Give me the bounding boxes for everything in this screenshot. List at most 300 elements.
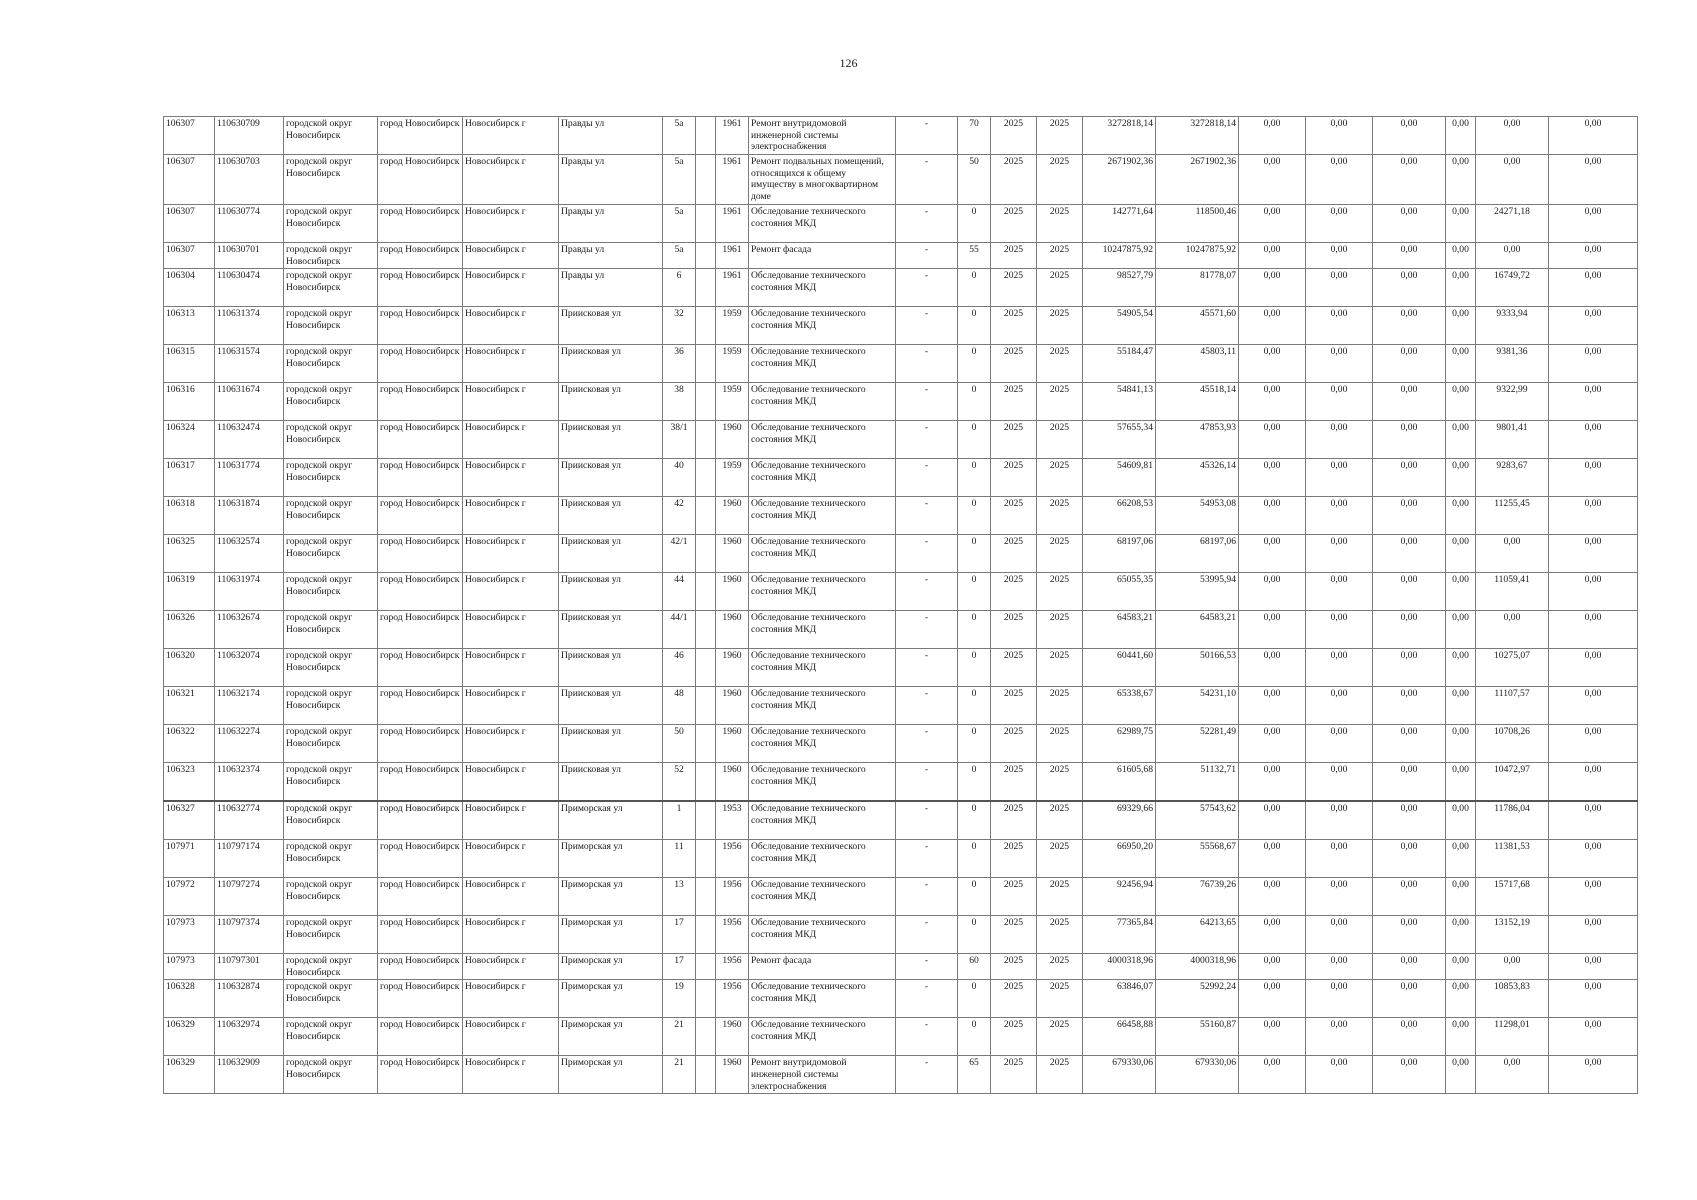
house-id-cell: 106328 [164, 980, 215, 1018]
unit-cell: - [896, 155, 958, 205]
table-row [164, 916, 1638, 954]
fund-cost-cell: 76739,26 [1156, 878, 1239, 916]
plan-year-end-cell: 2025 [1037, 1056, 1083, 1094]
building-cell [696, 117, 716, 155]
street-cell: Приисковая ул [559, 725, 663, 763]
city-cell: Новосибирск г [463, 916, 559, 954]
cost-col-6-cell: 0,00 [1446, 763, 1476, 802]
cost-col-3-cell: 0,00 [1239, 573, 1306, 611]
plan-year-end-cell: 2025 [1037, 687, 1083, 725]
street-cell: Правды ул [559, 205, 663, 243]
building-cell [696, 980, 716, 1018]
work-type-cell: Обследование технического состояния МКД [749, 205, 896, 243]
street-cell: Приисковая ул [559, 649, 663, 687]
cost-col-6-cell: 0,00 [1446, 801, 1476, 840]
unit-cell: - [896, 954, 958, 980]
cost-col-5-cell: 0,00 [1373, 1056, 1446, 1094]
plan-year-start-cell: 2025 [991, 916, 1037, 954]
municipality-cell: городской округ Новосибирск [284, 954, 378, 980]
work-type-cell: Обследование технического состояния МКД [749, 345, 896, 383]
fund-cost-cell: 45518,14 [1156, 383, 1239, 421]
house-id-cell: 106329 [164, 1056, 215, 1094]
cost-col-8-cell: 0,00 [1549, 687, 1638, 725]
plan-year-end-cell: 2025 [1037, 611, 1083, 649]
total-cost-cell: 98527,79 [1083, 269, 1156, 307]
volume-cell: 0 [958, 649, 991, 687]
work-type-cell: Обследование технического состояния МКД [749, 878, 896, 916]
total-cost-cell: 65338,67 [1083, 687, 1156, 725]
cost-col-4-cell: 0,00 [1306, 307, 1373, 345]
build-year-cell: 1959 [716, 345, 749, 383]
build-year-cell: 1959 [716, 307, 749, 345]
street-cell: Приисковая ул [559, 535, 663, 573]
plan-year-end-cell: 2025 [1037, 459, 1083, 497]
owners-cost-cell: 24271,18 [1476, 205, 1549, 243]
build-year-cell: 1960 [716, 1018, 749, 1056]
table-row [164, 459, 1638, 497]
cost-col-6-cell: 0,00 [1446, 916, 1476, 954]
cost-col-4-cell: 0,00 [1306, 345, 1373, 383]
work-type-cell: Обследование технического состояния МКД [749, 801, 896, 840]
cost-col-3-cell: 0,00 [1239, 649, 1306, 687]
building-cell [696, 205, 716, 243]
city-cell: Новосибирск г [463, 980, 559, 1018]
settlement-cell: город Новосибирск [378, 269, 463, 307]
house-number-cell: 13 [663, 878, 696, 916]
volume-cell: 0 [958, 687, 991, 725]
street-cell: Приморская ул [559, 954, 663, 980]
cost-col-5-cell: 0,00 [1373, 840, 1446, 878]
house-number-cell: 32 [663, 307, 696, 345]
city-cell: Новосибирск г [463, 573, 559, 611]
municipality-cell: городской округ Новосибирск [284, 916, 378, 954]
owners-cost-cell: 0,00 [1476, 535, 1549, 573]
owners-cost-cell: 10275,07 [1476, 649, 1549, 687]
owners-cost-cell: 10472,97 [1476, 763, 1549, 802]
house-number-cell: 21 [663, 1018, 696, 1056]
plan-year-start-cell: 2025 [991, 155, 1037, 205]
house-number-cell: 46 [663, 649, 696, 687]
work-type-cell: Ремонт фасада [749, 243, 896, 269]
house-number-cell: 6 [663, 269, 696, 307]
cost-col-8-cell: 0,00 [1549, 459, 1638, 497]
volume-cell: 0 [958, 763, 991, 802]
work-type-cell: Обследование технического состояния МКД [749, 269, 896, 307]
work-type-cell: Обследование технического состояния МКД [749, 459, 896, 497]
total-cost-cell: 54905,54 [1083, 307, 1156, 345]
table-row [164, 1018, 1638, 1056]
cost-col-4-cell: 0,00 [1306, 916, 1373, 954]
work-code-cell: 110797374 [215, 916, 284, 954]
owners-cost-cell: 0,00 [1476, 243, 1549, 269]
cost-col-8-cell: 0,00 [1549, 725, 1638, 763]
work-code-cell: 110797174 [215, 840, 284, 878]
total-cost-cell: 92456,94 [1083, 878, 1156, 916]
cost-col-6-cell: 0,00 [1446, 954, 1476, 980]
work-type-cell: Обследование технического состояния МКД [749, 535, 896, 573]
cost-col-3-cell: 0,00 [1239, 117, 1306, 155]
cost-col-4-cell: 0,00 [1306, 1018, 1373, 1056]
plan-year-start-cell: 2025 [991, 649, 1037, 687]
unit-cell: - [896, 725, 958, 763]
table-row [164, 980, 1638, 1018]
cost-col-4-cell: 0,00 [1306, 611, 1373, 649]
total-cost-cell: 61605,68 [1083, 763, 1156, 802]
volume-cell: 0 [958, 573, 991, 611]
settlement-cell: город Новосибирск [378, 649, 463, 687]
build-year-cell: 1961 [716, 117, 749, 155]
cost-col-5-cell: 0,00 [1373, 497, 1446, 535]
house-id-cell: 106307 [164, 155, 215, 205]
street-cell: Приморская ул [559, 916, 663, 954]
plan-year-end-cell: 2025 [1037, 725, 1083, 763]
street-cell: Приморская ул [559, 878, 663, 916]
unit-cell: - [896, 117, 958, 155]
fund-cost-cell: 2671902,36 [1156, 155, 1239, 205]
plan-year-end-cell: 2025 [1037, 421, 1083, 459]
fund-cost-cell: 64213,65 [1156, 916, 1239, 954]
table-row [164, 763, 1638, 802]
unit-cell: - [896, 687, 958, 725]
house-id-cell: 106323 [164, 763, 215, 802]
page-number: 126 [839, 56, 858, 70]
municipality-cell: городской округ Новосибирск [284, 117, 378, 155]
building-cell [696, 1018, 716, 1056]
house-number-cell: 38/1 [663, 421, 696, 459]
settlement-cell: город Новосибирск [378, 307, 463, 345]
house-id-cell: 106322 [164, 725, 215, 763]
cost-col-8-cell: 0,00 [1549, 383, 1638, 421]
owners-cost-cell: 0,00 [1476, 155, 1549, 205]
work-code-cell: 110631874 [215, 497, 284, 535]
plan-year-start-cell: 2025 [991, 243, 1037, 269]
cost-col-3-cell: 0,00 [1239, 840, 1306, 878]
settlement-cell: город Новосибирск [378, 687, 463, 725]
plan-year-end-cell: 2025 [1037, 205, 1083, 243]
cost-col-8-cell: 0,00 [1549, 954, 1638, 980]
work-type-cell: Ремонт внутридомовой инженерной системы электроснабжения [749, 1056, 896, 1094]
fund-cost-cell: 45326,14 [1156, 459, 1239, 497]
cost-col-8-cell: 0,00 [1549, 1056, 1638, 1094]
street-cell: Приморская ул [559, 980, 663, 1018]
fund-cost-cell: 47853,93 [1156, 421, 1239, 459]
cost-col-5-cell: 0,00 [1373, 763, 1446, 802]
street-cell: Приисковая ул [559, 383, 663, 421]
city-cell: Новосибирск г [463, 840, 559, 878]
build-year-cell: 1960 [716, 421, 749, 459]
house-id-cell: 106324 [164, 421, 215, 459]
cost-col-8-cell: 0,00 [1549, 878, 1638, 916]
building-cell [696, 383, 716, 421]
build-year-cell: 1961 [716, 243, 749, 269]
plan-year-start-cell: 2025 [991, 878, 1037, 916]
municipality-cell: городской округ Новосибирск [284, 205, 378, 243]
street-cell: Правды ул [559, 155, 663, 205]
settlement-cell: город Новосибирск [378, 535, 463, 573]
settlement-cell: город Новосибирск [378, 916, 463, 954]
house-number-cell: 42/1 [663, 535, 696, 573]
city-cell: Новосибирск г [463, 205, 559, 243]
cost-col-4-cell: 0,00 [1306, 459, 1373, 497]
fund-cost-cell: 57543,62 [1156, 801, 1239, 840]
building-cell [696, 687, 716, 725]
cost-col-5-cell: 0,00 [1373, 1018, 1446, 1056]
owners-cost-cell: 0,00 [1476, 117, 1549, 155]
build-year-cell: 1960 [716, 573, 749, 611]
plan-year-end-cell: 2025 [1037, 345, 1083, 383]
fund-cost-cell: 52992,24 [1156, 980, 1239, 1018]
plan-year-end-cell: 2025 [1037, 1018, 1083, 1056]
volume-cell: 0 [958, 725, 991, 763]
street-cell: Приморская ул [559, 1056, 663, 1094]
municipality-cell: городской округ Новосибирск [284, 763, 378, 802]
work-type-cell: Обследование технического состояния МКД [749, 307, 896, 345]
work-type-cell: Обследование технического состояния МКД [749, 916, 896, 954]
cost-col-6-cell: 0,00 [1446, 725, 1476, 763]
total-cost-cell: 60441,60 [1083, 649, 1156, 687]
cost-col-3-cell: 0,00 [1239, 243, 1306, 269]
total-cost-cell: 62989,75 [1083, 725, 1156, 763]
volume-cell: 0 [958, 205, 991, 243]
plan-year-end-cell: 2025 [1037, 497, 1083, 535]
work-code-cell: 110632909 [215, 1056, 284, 1094]
city-cell: Новосибирск г [463, 307, 559, 345]
owners-cost-cell: 11107,57 [1476, 687, 1549, 725]
owners-cost-cell: 11255,45 [1476, 497, 1549, 535]
cost-col-3-cell: 0,00 [1239, 345, 1306, 383]
house-id-cell: 106317 [164, 459, 215, 497]
fund-cost-cell: 10247875,92 [1156, 243, 1239, 269]
owners-cost-cell: 13152,19 [1476, 916, 1549, 954]
fund-cost-cell: 55160,87 [1156, 1018, 1239, 1056]
plan-year-end-cell: 2025 [1037, 878, 1083, 916]
cost-col-3-cell: 0,00 [1239, 205, 1306, 243]
house-id-cell: 106320 [164, 649, 215, 687]
cost-col-8-cell: 0,00 [1549, 535, 1638, 573]
building-cell [696, 269, 716, 307]
table-row [164, 649, 1638, 687]
settlement-cell: город Новосибирск [378, 1056, 463, 1094]
cost-col-8-cell: 0,00 [1549, 649, 1638, 687]
fund-cost-cell: 50166,53 [1156, 649, 1239, 687]
cost-col-4-cell: 0,00 [1306, 801, 1373, 840]
cost-col-5-cell: 0,00 [1373, 243, 1446, 269]
unit-cell: - [896, 383, 958, 421]
cost-col-4-cell: 0,00 [1306, 980, 1373, 1018]
plan-year-end-cell: 2025 [1037, 840, 1083, 878]
settlement-cell: город Новосибирск [378, 421, 463, 459]
cost-col-4-cell: 0,00 [1306, 573, 1373, 611]
cost-col-6-cell: 0,00 [1446, 497, 1476, 535]
house-id-cell: 106327 [164, 801, 215, 840]
settlement-cell: город Новосибирск [378, 117, 463, 155]
total-cost-cell: 3272818,14 [1083, 117, 1156, 155]
volume-cell: 0 [958, 980, 991, 1018]
plan-year-end-cell: 2025 [1037, 916, 1083, 954]
plan-year-end-cell: 2025 [1037, 307, 1083, 345]
plan-year-end-cell: 2025 [1037, 383, 1083, 421]
unit-cell: - [896, 980, 958, 1018]
cost-col-8-cell: 0,00 [1549, 155, 1638, 205]
building-cell [696, 1056, 716, 1094]
house-number-cell: 44 [663, 573, 696, 611]
settlement-cell: город Новосибирск [378, 345, 463, 383]
total-cost-cell: 4000318,96 [1083, 954, 1156, 980]
cost-col-8-cell: 0,00 [1549, 307, 1638, 345]
work-type-cell: Обследование технического состояния МКД [749, 1018, 896, 1056]
volume-cell: 0 [958, 421, 991, 459]
work-code-cell: 110631574 [215, 345, 284, 383]
cost-col-5-cell: 0,00 [1373, 383, 1446, 421]
cost-col-6-cell: 0,00 [1446, 611, 1476, 649]
building-cell [696, 611, 716, 649]
table-row [164, 954, 1638, 980]
unit-cell: - [896, 421, 958, 459]
build-year-cell: 1960 [716, 725, 749, 763]
volume-cell: 0 [958, 916, 991, 954]
unit-cell: - [896, 878, 958, 916]
total-cost-cell: 679330,06 [1083, 1056, 1156, 1094]
unit-cell: - [896, 269, 958, 307]
cost-col-5-cell: 0,00 [1373, 687, 1446, 725]
volume-cell: 0 [958, 307, 991, 345]
work-code-cell: 110632674 [215, 611, 284, 649]
house-id-cell: 106304 [164, 269, 215, 307]
build-year-cell: 1959 [716, 459, 749, 497]
total-cost-cell: 2671902,36 [1083, 155, 1156, 205]
municipality-cell: городской округ Новосибирск [284, 840, 378, 878]
street-cell: Приисковая ул [559, 573, 663, 611]
plan-year-end-cell: 2025 [1037, 954, 1083, 980]
work-code-cell: 110632874 [215, 980, 284, 1018]
house-number-cell: 5а [663, 243, 696, 269]
plan-year-start-cell: 2025 [991, 687, 1037, 725]
building-cell [696, 954, 716, 980]
volume-cell: 0 [958, 459, 991, 497]
total-cost-cell: 57655,34 [1083, 421, 1156, 459]
municipality-cell: городской округ Новосибирск [284, 878, 378, 916]
cost-col-6-cell: 0,00 [1446, 1018, 1476, 1056]
street-cell: Приисковая ул [559, 421, 663, 459]
build-year-cell: 1960 [716, 1056, 749, 1094]
owners-cost-cell: 11381,53 [1476, 840, 1549, 878]
cost-col-5-cell: 0,00 [1373, 954, 1446, 980]
cost-col-3-cell: 0,00 [1239, 687, 1306, 725]
unit-cell: - [896, 801, 958, 840]
building-cell [696, 801, 716, 840]
house-number-cell: 19 [663, 980, 696, 1018]
fund-cost-cell: 54953,08 [1156, 497, 1239, 535]
work-code-cell: 110632574 [215, 535, 284, 573]
fund-cost-cell: 45571,60 [1156, 307, 1239, 345]
house-id-cell: 106326 [164, 611, 215, 649]
cost-col-6-cell: 0,00 [1446, 155, 1476, 205]
street-cell: Приморская ул [559, 1018, 663, 1056]
fund-cost-cell: 54231,10 [1156, 687, 1239, 725]
street-cell: Приморская ул [559, 840, 663, 878]
work-code-cell: 110630701 [215, 243, 284, 269]
volume-cell: 0 [958, 611, 991, 649]
cost-col-3-cell: 0,00 [1239, 980, 1306, 1018]
cost-col-5-cell: 0,00 [1373, 269, 1446, 307]
fund-cost-cell: 53995,94 [1156, 573, 1239, 611]
plan-year-end-cell: 2025 [1037, 117, 1083, 155]
settlement-cell: город Новосибирск [378, 954, 463, 980]
building-cell [696, 243, 716, 269]
volume-cell: 0 [958, 801, 991, 840]
cost-col-4-cell: 0,00 [1306, 155, 1373, 205]
owners-cost-cell: 9381,36 [1476, 345, 1549, 383]
work-code-cell: 110631774 [215, 459, 284, 497]
table-row [164, 573, 1638, 611]
plan-year-start-cell: 2025 [991, 573, 1037, 611]
total-cost-cell: 63846,07 [1083, 980, 1156, 1018]
cost-col-4-cell: 0,00 [1306, 269, 1373, 307]
cost-col-5-cell: 0,00 [1373, 725, 1446, 763]
build-year-cell: 1961 [716, 205, 749, 243]
cost-col-4-cell: 0,00 [1306, 878, 1373, 916]
house-number-cell: 1 [663, 801, 696, 840]
total-cost-cell: 69329,66 [1083, 801, 1156, 840]
owners-cost-cell: 11059,41 [1476, 573, 1549, 611]
total-cost-cell: 77365,84 [1083, 916, 1156, 954]
cost-col-5-cell: 0,00 [1373, 878, 1446, 916]
house-id-cell: 106316 [164, 383, 215, 421]
plan-year-end-cell: 2025 [1037, 155, 1083, 205]
municipality-cell: городской округ Новосибирск [284, 611, 378, 649]
fund-cost-cell: 51132,71 [1156, 763, 1239, 802]
total-cost-cell: 10247875,92 [1083, 243, 1156, 269]
house-number-cell: 21 [663, 1056, 696, 1094]
municipality-cell: городской округ Новосибирск [284, 725, 378, 763]
cost-col-4-cell: 0,00 [1306, 725, 1373, 763]
unit-cell: - [896, 497, 958, 535]
work-type-cell: Обследование технического состояния МКД [749, 649, 896, 687]
cost-col-3-cell: 0,00 [1239, 155, 1306, 205]
street-cell: Приисковая ул [559, 345, 663, 383]
work-code-cell: 110797274 [215, 878, 284, 916]
cost-col-8-cell: 0,00 [1549, 573, 1638, 611]
plan-year-start-cell: 2025 [991, 345, 1037, 383]
volume-cell: 55 [958, 243, 991, 269]
city-cell: Новосибирск г [463, 459, 559, 497]
plan-year-end-cell: 2025 [1037, 573, 1083, 611]
plan-year-end-cell: 2025 [1037, 649, 1083, 687]
cost-col-5-cell: 0,00 [1373, 916, 1446, 954]
build-year-cell: 1956 [716, 954, 749, 980]
volume-cell: 0 [958, 269, 991, 307]
volume-cell: 0 [958, 878, 991, 916]
cost-col-5-cell: 0,00 [1373, 801, 1446, 840]
municipality-cell: городской округ Новосибирск [284, 459, 378, 497]
cost-col-4-cell: 0,00 [1306, 763, 1373, 802]
building-cell [696, 725, 716, 763]
house-number-cell: 50 [663, 725, 696, 763]
street-cell: Приисковая ул [559, 763, 663, 802]
city-cell: Новосибирск г [463, 269, 559, 307]
city-cell: Новосибирск г [463, 954, 559, 980]
cost-col-6-cell: 0,00 [1446, 535, 1476, 573]
municipality-cell: городской округ Новосибирск [284, 383, 378, 421]
plan-year-start-cell: 2025 [991, 117, 1037, 155]
cost-col-6-cell: 0,00 [1446, 878, 1476, 916]
plan-year-start-cell: 2025 [991, 980, 1037, 1018]
work-code-cell: 110631974 [215, 573, 284, 611]
municipality-cell: городской округ Новосибирск [284, 649, 378, 687]
plan-year-end-cell: 2025 [1037, 243, 1083, 269]
city-cell: Новосибирск г [463, 1056, 559, 1094]
table-row [164, 421, 1638, 459]
